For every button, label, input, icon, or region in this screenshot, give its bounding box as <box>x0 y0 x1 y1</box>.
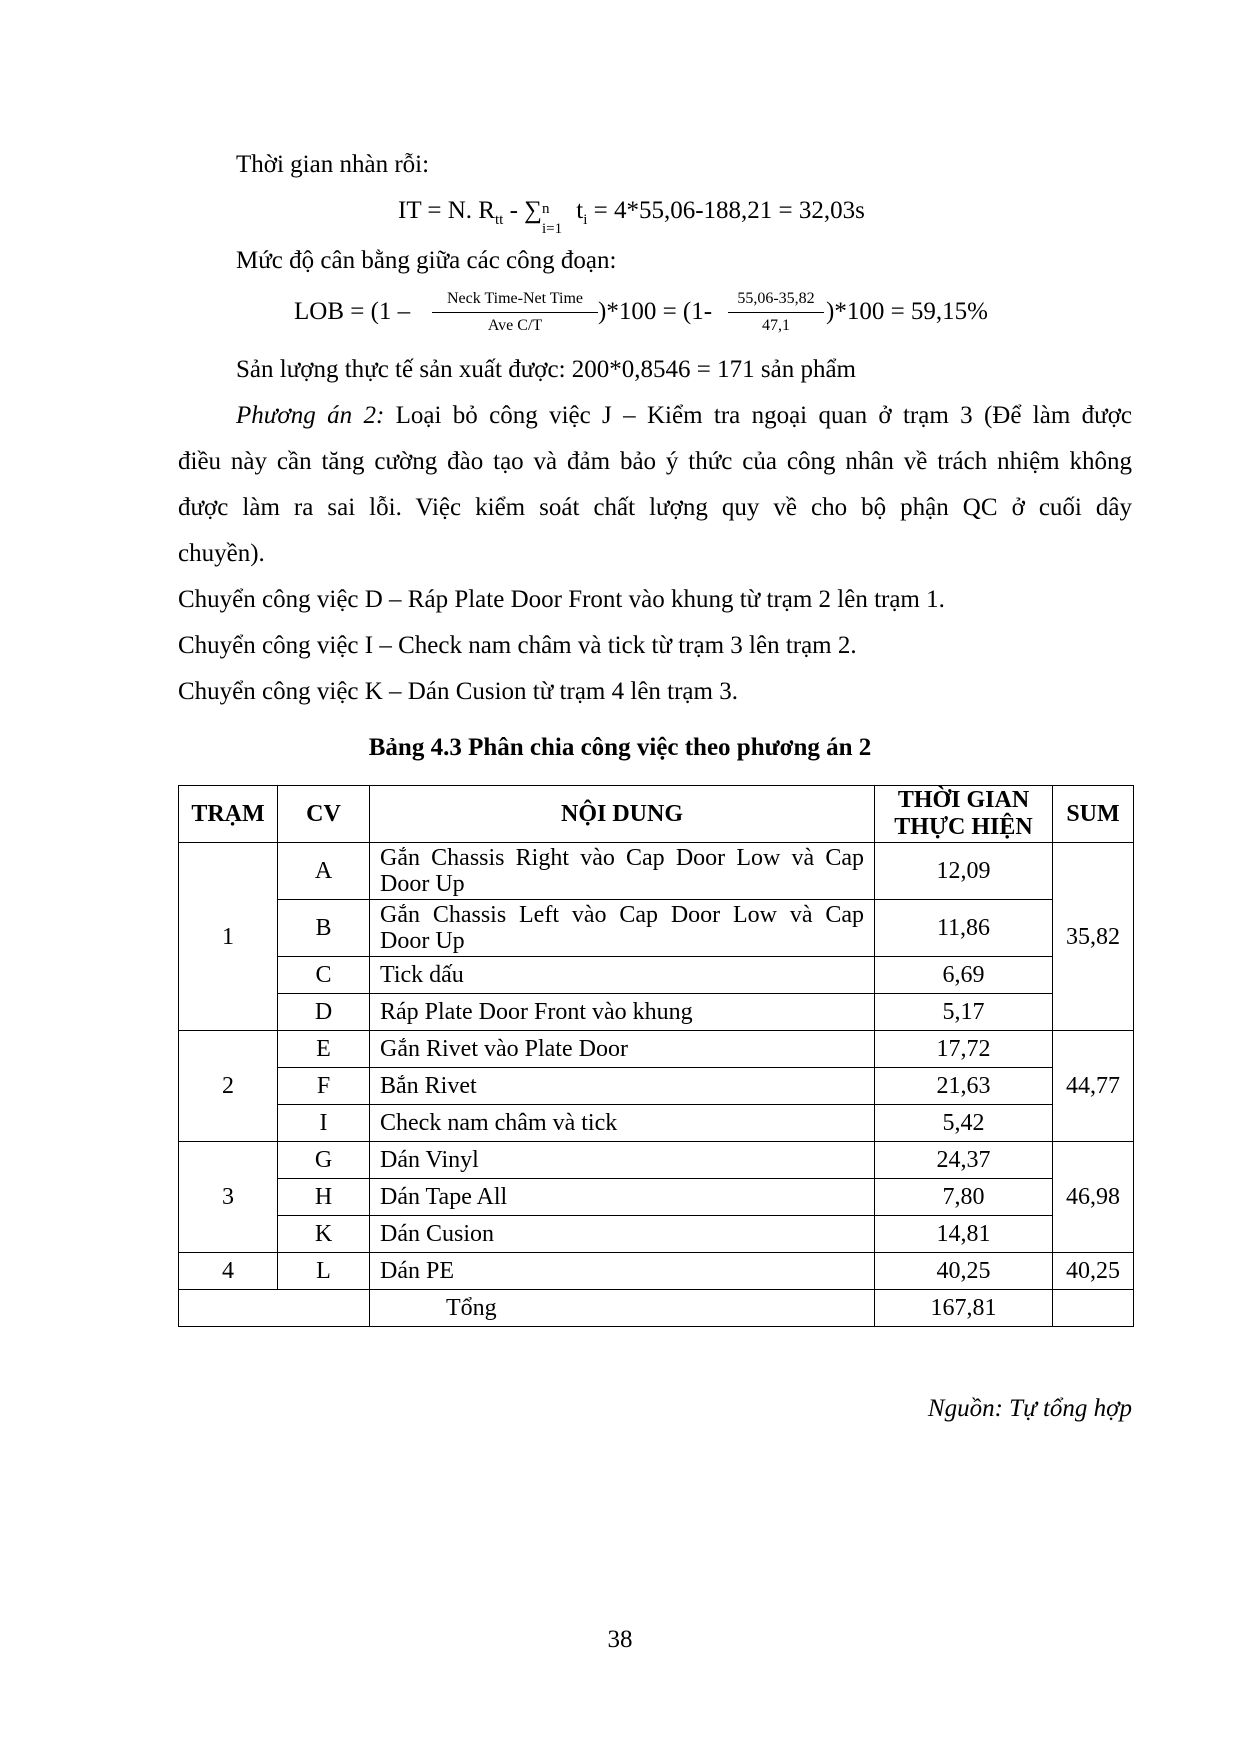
time-cell: 6,69 <box>875 957 1053 994</box>
task-allocation-table <box>178 785 1134 1327</box>
content-cell: Gắn Chassis Left vào Cap Door Low và Cap Door Up <box>370 900 875 957</box>
task-cell: H <box>278 1179 370 1216</box>
sum-upper: n <box>541 201 550 217</box>
time-cell: 40,25 <box>875 1253 1053 1290</box>
option2-line-4: chuyền). <box>178 540 265 567</box>
output-line: Sản lượng thực tế sản xuất được: 200*0,8546 = 171 sản phẩm <box>236 356 856 383</box>
station-cell: 1 <box>179 843 278 1031</box>
task-cell: L <box>278 1253 370 1290</box>
time-cell: 12,09 <box>875 843 1053 900</box>
fraction-2-numerator: 55,06-35,82 <box>737 290 815 307</box>
time-cell: 14,81 <box>875 1216 1053 1253</box>
content-cell: Dán Vinyl <box>370 1142 875 1179</box>
total-label: Tổng <box>370 1290 875 1327</box>
header-station: TRẠM <box>179 786 278 843</box>
option2-line-2: điều này cần tăng cường đào tạo và đảm bảo ý thức của công nhân về trách nhiệm không <box>178 448 1132 475</box>
time-cell: 7,80 <box>875 1179 1053 1216</box>
option2-line-3: được làm ra sai lỗi. Việc kiểm soát chất lượng quy về cho bộ phận QC ở cuối dây <box>178 494 1132 521</box>
option2-line-1-text: Loại bỏ công việc J – Kiểm tra ngoại quan ở trạm 3 (Để làm được <box>384 402 1133 429</box>
task-cell: F <box>278 1068 370 1105</box>
page-number: 38 <box>607 1626 633 1653</box>
task-cell: I <box>278 1105 370 1142</box>
total-value: 167,81 <box>875 1290 1053 1327</box>
sum-cell: 46,98 <box>1053 1142 1134 1253</box>
time-cell: 24,37 <box>875 1142 1053 1179</box>
task-cell: B <box>278 900 370 957</box>
idle-time-formula <box>398 196 865 235</box>
option2-title: Phương án 2: <box>236 402 385 429</box>
table-row <box>179 900 1134 957</box>
balance-label: Mức độ cân bằng giữa các công đoạn: <box>236 247 617 274</box>
sum-lower: i=1 <box>541 221 563 237</box>
fraction-2-denominator: 47,1 <box>762 317 790 334</box>
table-row <box>179 1216 1134 1253</box>
table-row <box>179 994 1134 1031</box>
sum-cell: 40,25 <box>1053 1253 1134 1290</box>
table-row <box>179 843 1134 900</box>
fraction-1-numerator: Neck Time-Net Time <box>446 290 583 307</box>
table-caption: Bảng 4.3 Phân chia công việc theo phương án 2 <box>368 734 872 761</box>
header-content: NỘI DUNG <box>370 786 875 843</box>
header-time: THỜI GIAN THỰC HIỆN <box>875 786 1053 843</box>
task-cell: G <box>278 1142 370 1179</box>
table-row <box>179 957 1134 994</box>
source-note: Nguồn: Tự tổng hợp <box>927 1395 1132 1422</box>
idle-time-label: Thời gian nhàn rỗi: <box>236 151 430 178</box>
table-header-row <box>179 786 1134 843</box>
task-cell: E <box>278 1031 370 1068</box>
station-cell: 2 <box>179 1031 278 1142</box>
content-cell: Dán PE <box>370 1253 875 1290</box>
content-cell: Gắn Chassis Right vào Cap Door Low và Cap Door Up <box>370 843 875 900</box>
table-total-row <box>179 1290 1134 1327</box>
lob-prefix: LOB = (1 – <box>294 298 411 325</box>
total-sum-empty-cell <box>1053 1290 1134 1327</box>
formula-t-sub: i <box>583 212 588 228</box>
table-row <box>179 1142 1134 1179</box>
content-cell: Dán Cusion <box>370 1216 875 1253</box>
table-row <box>179 1068 1134 1105</box>
table-row <box>179 1105 1134 1142</box>
formula-sum-symbol: - ∑ <box>503 197 542 224</box>
lob-fraction-2 <box>728 290 824 335</box>
table-row <box>179 1031 1134 1068</box>
content-cell: Tick dấu <box>370 957 875 994</box>
content-cell: Bắn Rivet <box>370 1068 875 1105</box>
time-cell: 17,72 <box>875 1031 1053 1068</box>
sum-cell: 44,77 <box>1053 1031 1134 1142</box>
move-line: Chuyển công việc K – Dán Cusion từ trạm 4 lên trạm 3. <box>178 678 738 705</box>
time-cell: 21,63 <box>875 1068 1053 1105</box>
task-cell: D <box>278 994 370 1031</box>
move-line: Chuyển công việc I – Check nam châm và tick từ trạm 3 lên trạm 2. <box>178 632 857 659</box>
header-sum: SUM <box>1053 786 1134 843</box>
total-empty-cell <box>179 1290 370 1327</box>
station-cell: 3 <box>179 1142 278 1253</box>
content-cell: Ráp Plate Door Front vào khung <box>370 994 875 1031</box>
formula-t: t <box>569 197 584 224</box>
content-cell: Gắn Rivet vào Plate Door <box>370 1031 875 1068</box>
option2-line-1 <box>236 401 1132 431</box>
table-row <box>179 1253 1134 1290</box>
task-cell: K <box>278 1216 370 1253</box>
time-cell: 5,42 <box>875 1105 1053 1142</box>
content-cell: Check nam châm và tick <box>370 1105 875 1142</box>
formula-lhs-sub: tt <box>494 212 504 228</box>
lob-suffix: )*100 = 59,15% <box>826 298 988 325</box>
sum-cell: 35,82 <box>1053 843 1134 1031</box>
move-line: Chuyển công việc D – Ráp Plate Door Front vào khung từ trạm 2 lên trạm 1. <box>178 586 945 613</box>
formula-rhs: = 4*55,06-188,21 = 32,03s <box>587 197 865 224</box>
lob-fraction-1 <box>432 290 598 335</box>
formula-lhs: IT = N. R <box>398 197 495 224</box>
content-cell: Dán Tape All <box>370 1179 875 1216</box>
time-cell: 5,17 <box>875 994 1053 1031</box>
lob-mid: )*100 = (1- <box>598 298 713 325</box>
table-row <box>179 1179 1134 1216</box>
header-task: CV <box>278 786 370 843</box>
task-cell: A <box>278 843 370 900</box>
station-cell: 4 <box>179 1253 278 1290</box>
task-cell: C <box>278 957 370 994</box>
time-cell: 11,86 <box>875 900 1053 957</box>
fraction-1-denominator: Ave C/T <box>487 317 543 334</box>
